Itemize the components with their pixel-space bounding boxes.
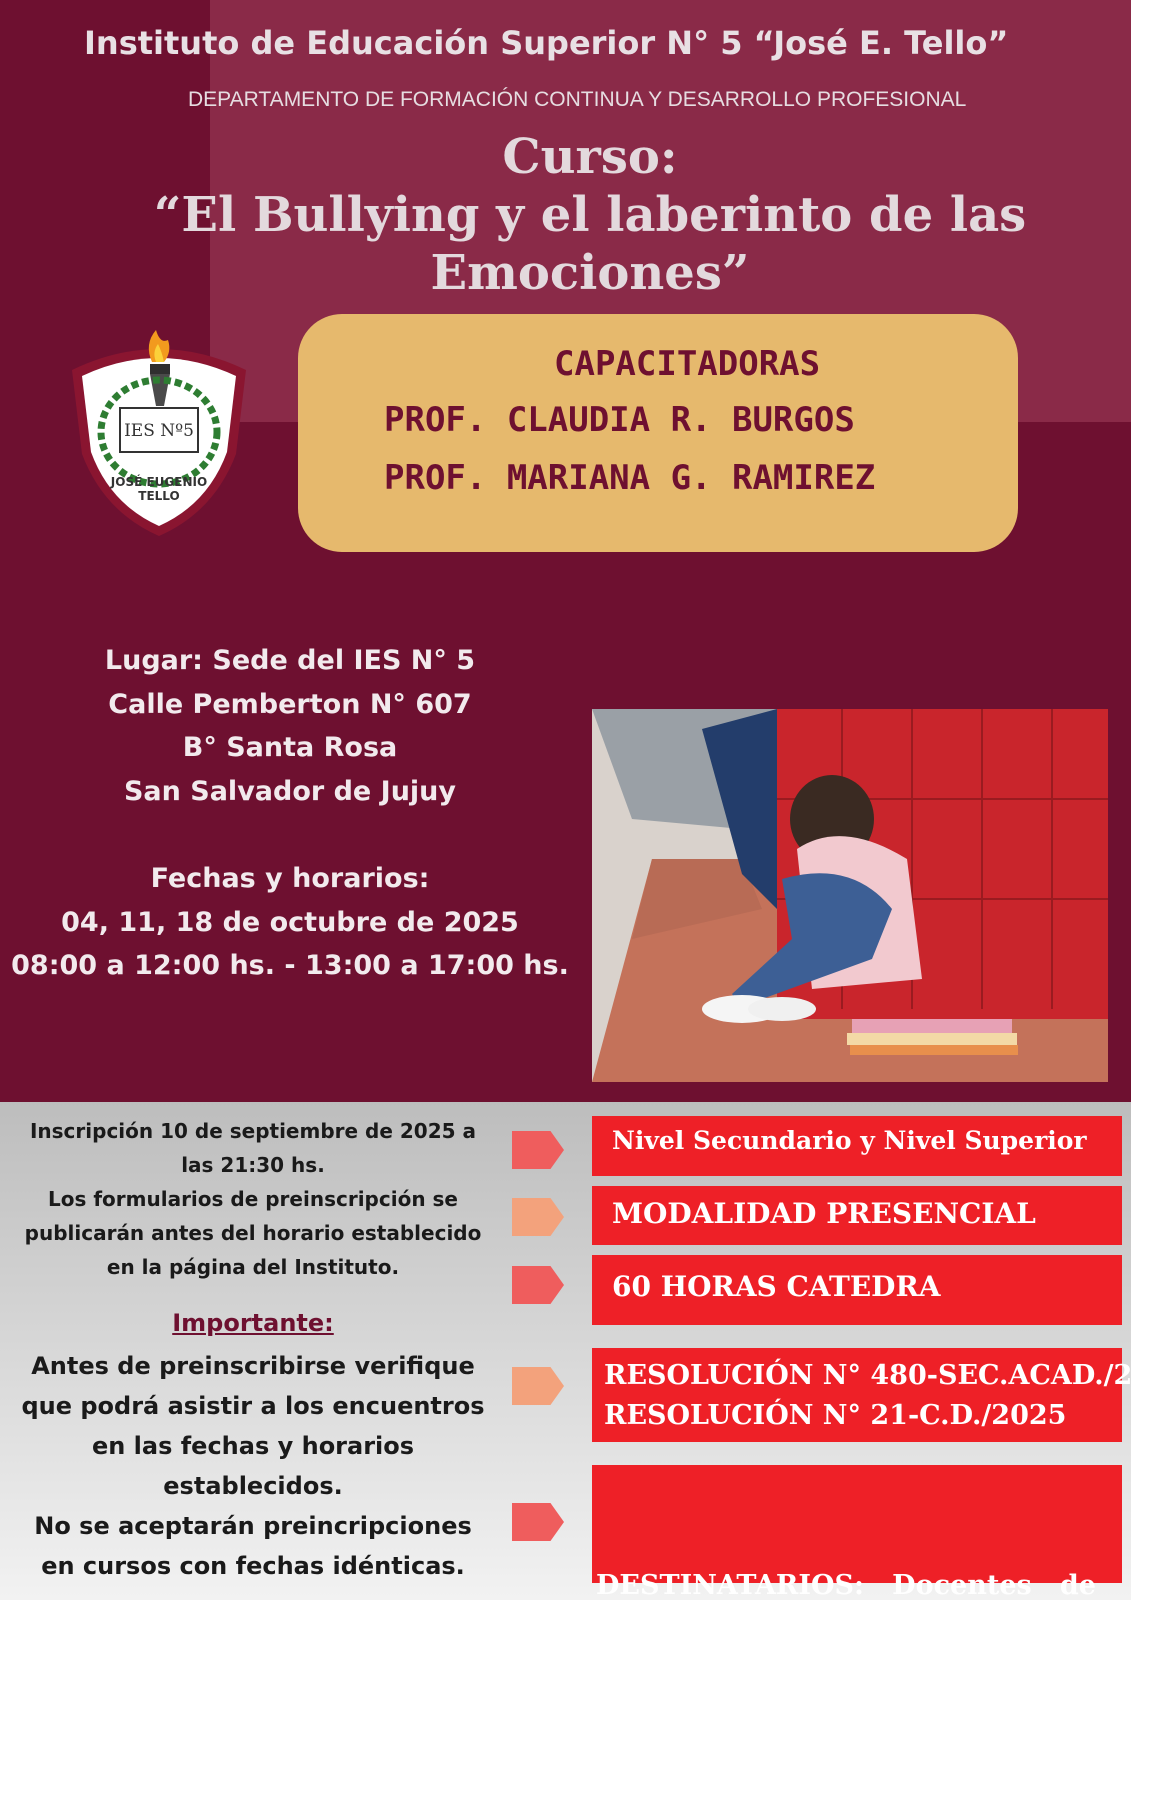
resolution-box	[592, 1348, 1151, 1442]
schedule-line-1: Fechas y horarios:	[150, 863, 430, 894]
location-line-4: San Salvador de Jujuy	[123, 775, 456, 807]
important-block	[18, 1346, 488, 1586]
resolution-line-2: RESOLUCIÓN N° 21-C.D./2025	[604, 1400, 1067, 1431]
trainers-title: CAPACITADORAS	[554, 344, 821, 384]
institute-crest-logo	[64, 322, 254, 540]
course-title-line-2: “El Bullying y el laberinto de las	[153, 187, 1027, 243]
modality-text: MODALIDAD PRESENCIAL	[612, 1197, 1036, 1230]
location-block	[10, 639, 570, 813]
audience-line-1: DESTINATARIOS: Docentes de	[596, 1570, 1096, 1601]
crest-name-line-1: JOSÉ EUGENIO	[110, 475, 208, 489]
important-line-2: que podrá asistir a los encuentros	[21, 1392, 485, 1420]
schedule-block	[10, 857, 570, 988]
important-line-1: Antes de preinscribirse verifique	[31, 1352, 475, 1380]
important-line-6: en cursos con fechas idénticas.	[41, 1552, 465, 1580]
department-title: DEPARTAMENTO DE FORMACIÓN CONTINUA Y DESARROLLO PROFESIONAL	[188, 88, 967, 111]
important-line-3: en las fechas y horarios	[91, 1432, 415, 1460]
registration-line-1: Inscripción 10 de septiembre de 2025 a	[29, 1119, 477, 1143]
audience-line-2: todas las disciplinas.	[596, 1696, 912, 1727]
location-line-1: Lugar: Sede del IES N° 5	[104, 645, 476, 676]
important-line-5: No se aceptarán preincripciones	[34, 1512, 472, 1540]
level-box	[592, 1116, 1122, 1176]
trainers-box	[298, 314, 1018, 552]
location-line-3: B° Santa Rosa	[182, 732, 398, 763]
course-title-line-3: Emociones”	[430, 245, 750, 301]
trainer-name-1: PROF. CLAUDIA R. BURGOS	[384, 400, 855, 440]
course-title	[110, 128, 1070, 302]
hours-box	[592, 1255, 1122, 1325]
trainer-name-2: PROF. MARIANA G. RAMIREZ	[384, 458, 876, 498]
bullying-photo	[592, 709, 1108, 1082]
level-text: Nivel Secundario y Nivel Superior	[612, 1126, 1087, 1155]
resolution-line-1: RESOLUCIÓN N° 480-SEC.ACAD./25	[604, 1360, 1151, 1391]
hours-text: 60 HORAS CATEDRA	[612, 1270, 941, 1303]
important-label: Importante:	[172, 1309, 334, 1337]
registration-block	[18, 1114, 488, 1284]
important-line-4: establecidos.	[163, 1472, 343, 1500]
registration-line-2: las 21:30 hs.	[181, 1153, 325, 1177]
audience-box	[592, 1465, 1122, 1727]
institute-title: Instituto de Educación Superior N° 5 “José E. Tello”	[84, 24, 1009, 62]
crest-name-line-2: TELLO	[138, 489, 180, 503]
registration-line-5: en la página del Instituto.	[106, 1255, 400, 1279]
modality-box	[592, 1186, 1122, 1245]
schedule-line-3: 08:00 a 12:00 hs. - 13:00 a 17:00 hs.	[11, 950, 569, 981]
location-line-2: Calle Pemberton N° 607	[108, 688, 472, 720]
crest-badge-text: IES Nº5	[124, 421, 194, 441]
registration-line-4: publicarán antes del horario establecido	[24, 1221, 482, 1245]
course-title-line-1: Curso:	[502, 129, 678, 185]
registration-line-3: Los formularios de preinscripción se	[47, 1187, 458, 1211]
schedule-line-2: 04, 11, 18 de octubre de 2025	[61, 906, 519, 938]
